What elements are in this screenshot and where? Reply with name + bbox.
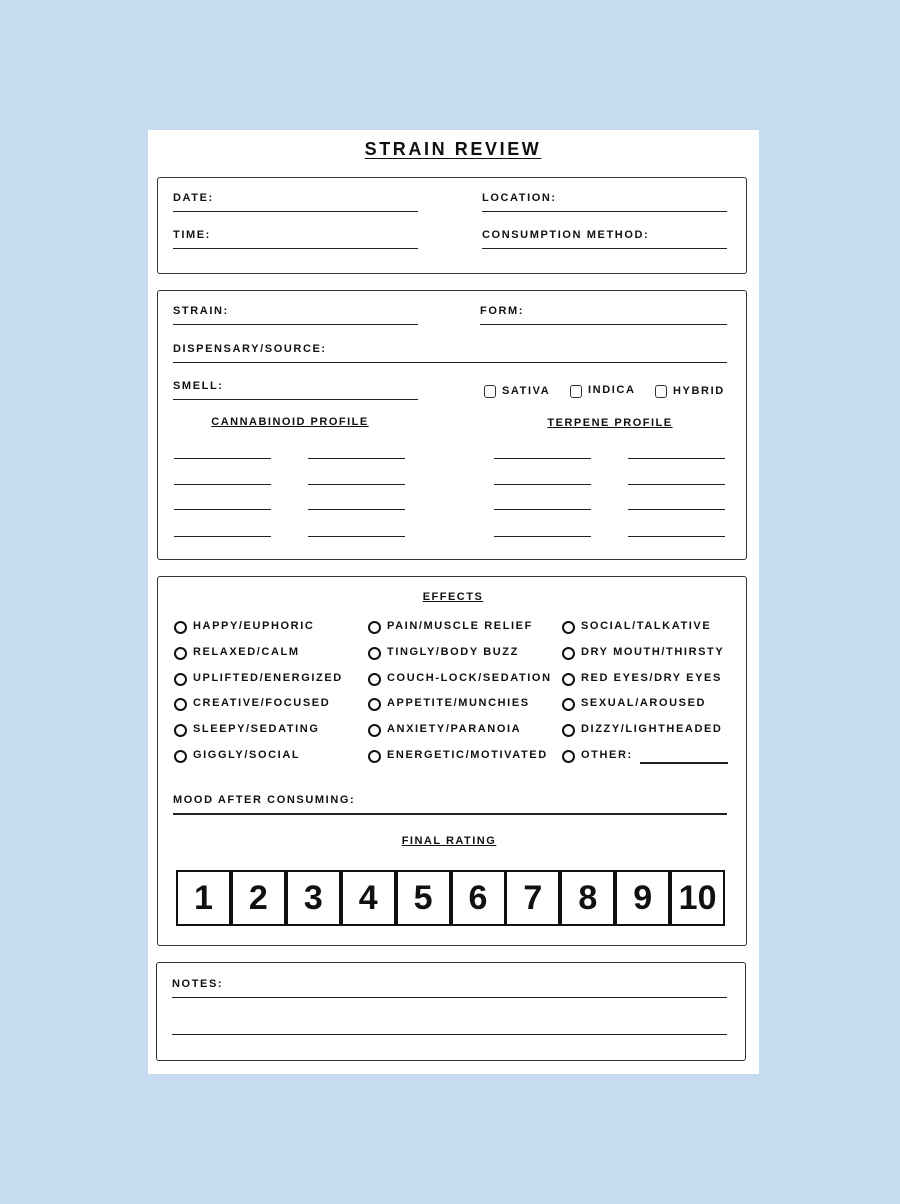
effects-heading: EFFECTS [422, 591, 484, 603]
effect-label: APPETITE/MUNCHIES [387, 697, 530, 709]
rating-option-2[interactable]: 2 [231, 870, 286, 926]
cannabinoid-entry-line[interactable] [308, 536, 405, 537]
effect-label: SEXUAL/AROUSED [581, 697, 707, 709]
rating-option-10[interactable]: 10 [670, 870, 725, 926]
effect-radio[interactable] [562, 621, 575, 634]
notes-label: NOTES: [172, 978, 224, 990]
rating-option-3[interactable]: 3 [286, 870, 341, 926]
hybrid-checkbox[interactable] [655, 385, 667, 398]
rating-option-1[interactable]: 1 [176, 870, 231, 926]
mood-after-label: MOOD AFTER CONSUMING: [173, 794, 356, 806]
session-section [157, 177, 747, 274]
terpene-profile-heading: TERPENE PROFILE [547, 417, 673, 429]
notes-line[interactable] [172, 997, 727, 998]
date-label: DATE: [173, 192, 214, 204]
effect-radio[interactable] [562, 647, 575, 660]
cannabinoid-entry-line[interactable] [174, 509, 271, 510]
effect-label: ANXIETY/PARANOIA [387, 723, 522, 735]
cannabinoid-entry-line[interactable] [308, 509, 405, 510]
cannabinoid-entry-line[interactable] [308, 484, 405, 485]
strain-field[interactable] [173, 324, 418, 325]
strain-label: STRAIN: [173, 305, 229, 317]
indica-checkbox[interactable] [570, 385, 582, 398]
effect-label: UPLIFTED/ENERGIZED [193, 672, 343, 684]
dispensary-label: DISPENSARY/SOURCE: [173, 343, 327, 355]
form-field[interactable] [480, 324, 727, 325]
effect-label: SLEEPY/SEDATING [193, 723, 320, 735]
notes-line[interactable] [172, 1034, 727, 1035]
effect-label: COUCH-LOCK/SEDATION [387, 672, 552, 684]
effect-radio[interactable] [562, 750, 575, 763]
effect-radio[interactable] [562, 673, 575, 686]
rating-option-8[interactable]: 8 [560, 870, 615, 926]
smell-label: SMELL: [173, 380, 224, 392]
effect-radio[interactable] [368, 750, 381, 763]
cannabinoid-entry-line[interactable] [308, 458, 405, 459]
sativa-checkbox[interactable] [484, 385, 496, 398]
effect-radio[interactable] [174, 647, 187, 660]
terpene-entry-line[interactable] [628, 509, 725, 510]
terpene-entry-line[interactable] [628, 458, 725, 459]
effect-radio[interactable] [368, 724, 381, 737]
page-title: STRAIN REVIEW [364, 139, 542, 159]
terpene-entry-line[interactable] [494, 484, 591, 485]
date-field[interactable] [173, 211, 418, 212]
form-label: FORM: [480, 305, 525, 317]
effect-label: CREATIVE/FOCUSED [193, 697, 331, 709]
terpene-entry-line[interactable] [628, 484, 725, 485]
smell-field[interactable] [173, 399, 418, 400]
effect-radio[interactable] [368, 673, 381, 686]
final-rating-heading: FINAL RATING [401, 835, 497, 847]
consumption-method-field[interactable] [482, 248, 727, 249]
effect-label: SOCIAL/TALKATIVE [581, 620, 712, 632]
location-field[interactable] [482, 211, 727, 212]
sativa-label: SATIVA [502, 385, 551, 397]
effect-radio[interactable] [174, 698, 187, 711]
rating-option-9[interactable]: 9 [615, 870, 670, 926]
effect-radio[interactable] [562, 724, 575, 737]
effect-label: PAIN/MUSCLE RELIEF [387, 620, 533, 632]
effect-radio[interactable] [174, 621, 187, 634]
effect-label: GIGGLY/SOCIAL [193, 749, 301, 761]
effect-radio[interactable] [368, 698, 381, 711]
rating-option-7[interactable]: 7 [505, 870, 560, 926]
indica-label: INDICA [588, 384, 636, 396]
terpene-entry-line[interactable] [494, 458, 591, 459]
consumption-method-label: CONSUMPTION METHOD: [482, 229, 650, 241]
terpene-entry-line[interactable] [494, 509, 591, 510]
location-label: LOCATION: [482, 192, 557, 204]
effect-radio[interactable] [562, 698, 575, 711]
cannabinoid-profile-heading: CANNABINOID PROFILE [211, 416, 369, 428]
rating-option-5[interactable]: 5 [396, 870, 451, 926]
effect-radio[interactable] [368, 621, 381, 634]
effect-label: RED EYES/DRY EYES [581, 672, 722, 684]
cannabinoid-entry-line[interactable] [174, 484, 271, 485]
effect-label: OTHER: [581, 749, 633, 761]
cannabinoid-entry-line[interactable] [174, 536, 271, 537]
other-effect-field[interactable] [640, 762, 728, 764]
effect-label: ENERGETIC/MOTIVATED [387, 749, 548, 761]
terpene-entry-line[interactable] [494, 536, 591, 537]
effect-radio[interactable] [174, 724, 187, 737]
time-field[interactable] [173, 248, 418, 249]
effect-label: HAPPY/EUPHORIC [193, 620, 315, 632]
terpene-entry-line[interactable] [628, 536, 725, 537]
effect-label: DRY MOUTH/THIRSTY [581, 646, 725, 658]
effect-radio[interactable] [174, 673, 187, 686]
rating-option-6[interactable]: 6 [451, 870, 506, 926]
effect-radio[interactable] [174, 750, 187, 763]
effect-label: RELAXED/CALM [193, 646, 300, 658]
effect-label: TINGLY/BODY BUZZ [387, 646, 519, 658]
rating-option-4[interactable]: 4 [341, 870, 396, 926]
cannabinoid-entry-line[interactable] [174, 458, 271, 459]
dispensary-field[interactable] [173, 362, 727, 363]
effect-radio[interactable] [368, 647, 381, 660]
hybrid-label: HYBRID [673, 385, 725, 397]
mood-after-field[interactable] [173, 813, 727, 815]
notes-section [156, 962, 746, 1061]
effect-label: DIZZY/LIGHTHEADED [581, 723, 723, 735]
time-label: TIME: [173, 229, 211, 241]
